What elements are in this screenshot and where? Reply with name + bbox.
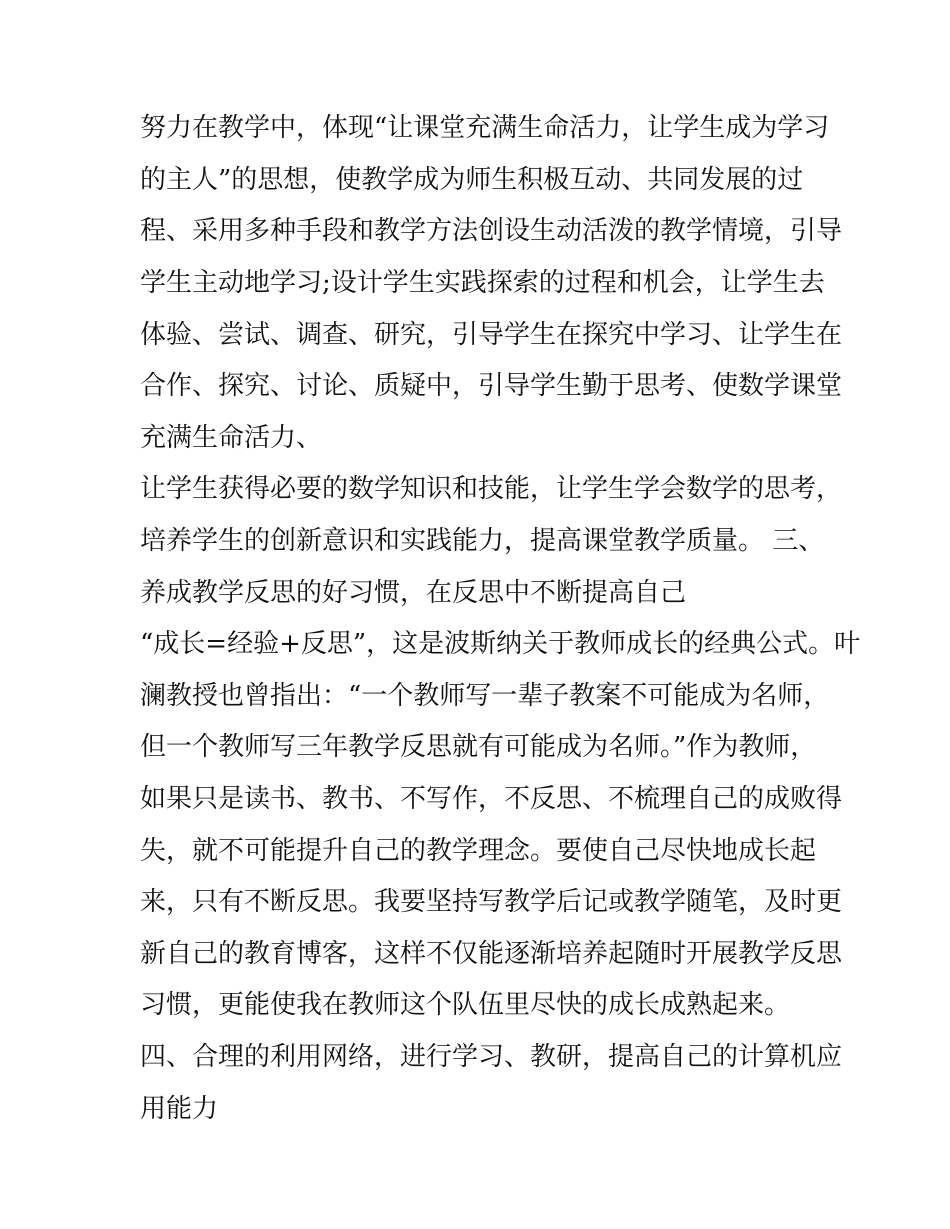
text-line: 四、合理的利用网络，进行学习、教研，提高自己的计算机应 bbox=[140, 1042, 843, 1072]
text-line: 澜教授也曾指出：“一个教师写一辈子教案不可能成为名师， bbox=[140, 681, 830, 711]
text-line: 让学生获得必要的数学知识和技能，让学生学会数学的思考， bbox=[140, 474, 843, 504]
text-line: 用能力 bbox=[140, 1094, 219, 1124]
text-line: 习惯，更能使我在教师这个队伍里尽快的成长成熟起来。 bbox=[140, 990, 791, 1020]
text-line: 失，就不可能提升自己的教学理念。要使自己尽快地成长起 bbox=[140, 836, 817, 866]
text-line: 如果只是读书、教书、不写作，不反思、不梳理自己的成败得 bbox=[140, 784, 843, 814]
text-line: “成长=经验+反思”，这是波斯纳关于教师成长的经典公式。叶 bbox=[140, 629, 861, 659]
text-line: 培养学生的创新意识和实践能力，提高课堂教学质量。 三、 bbox=[140, 526, 825, 556]
text-line: 体验、尝试、调查、研究，引导学生在探究中学习、让学生在 bbox=[140, 320, 843, 350]
text-line: 来，只有不断反思。我要坚持写教学后记或教学随笔，及时更 bbox=[140, 887, 843, 917]
text-line: 新自己的教育博客，这样不仅能逐渐培养起随时开展教学反思 bbox=[140, 939, 843, 969]
text-line: 合作、探究、讨论、质疑中，引导学生勤于思考、使数学课堂 bbox=[140, 371, 843, 401]
text-line: 学生主动地学习;设计学生实践探索的过程和机会，让学生去 bbox=[140, 268, 825, 298]
text-line: 但一个教师写三年教学反思就有可能成为名师。”作为教师， bbox=[140, 732, 817, 762]
text-line: 养成教学反思的好习惯，在反思中不断提高自己 bbox=[140, 578, 687, 608]
text-line: 努力在教学中，体现“让课堂充满生命活力，让学生成为学习 bbox=[140, 113, 830, 143]
text-line: 的主人”的思想，使教学成为师生积极互动、共同发展的过 bbox=[140, 165, 804, 195]
text-line: 程、采用多种手段和教学方法创设生动活泼的教学情境，引导 bbox=[140, 216, 843, 246]
text-line: 充满生命活力、 bbox=[140, 423, 323, 453]
